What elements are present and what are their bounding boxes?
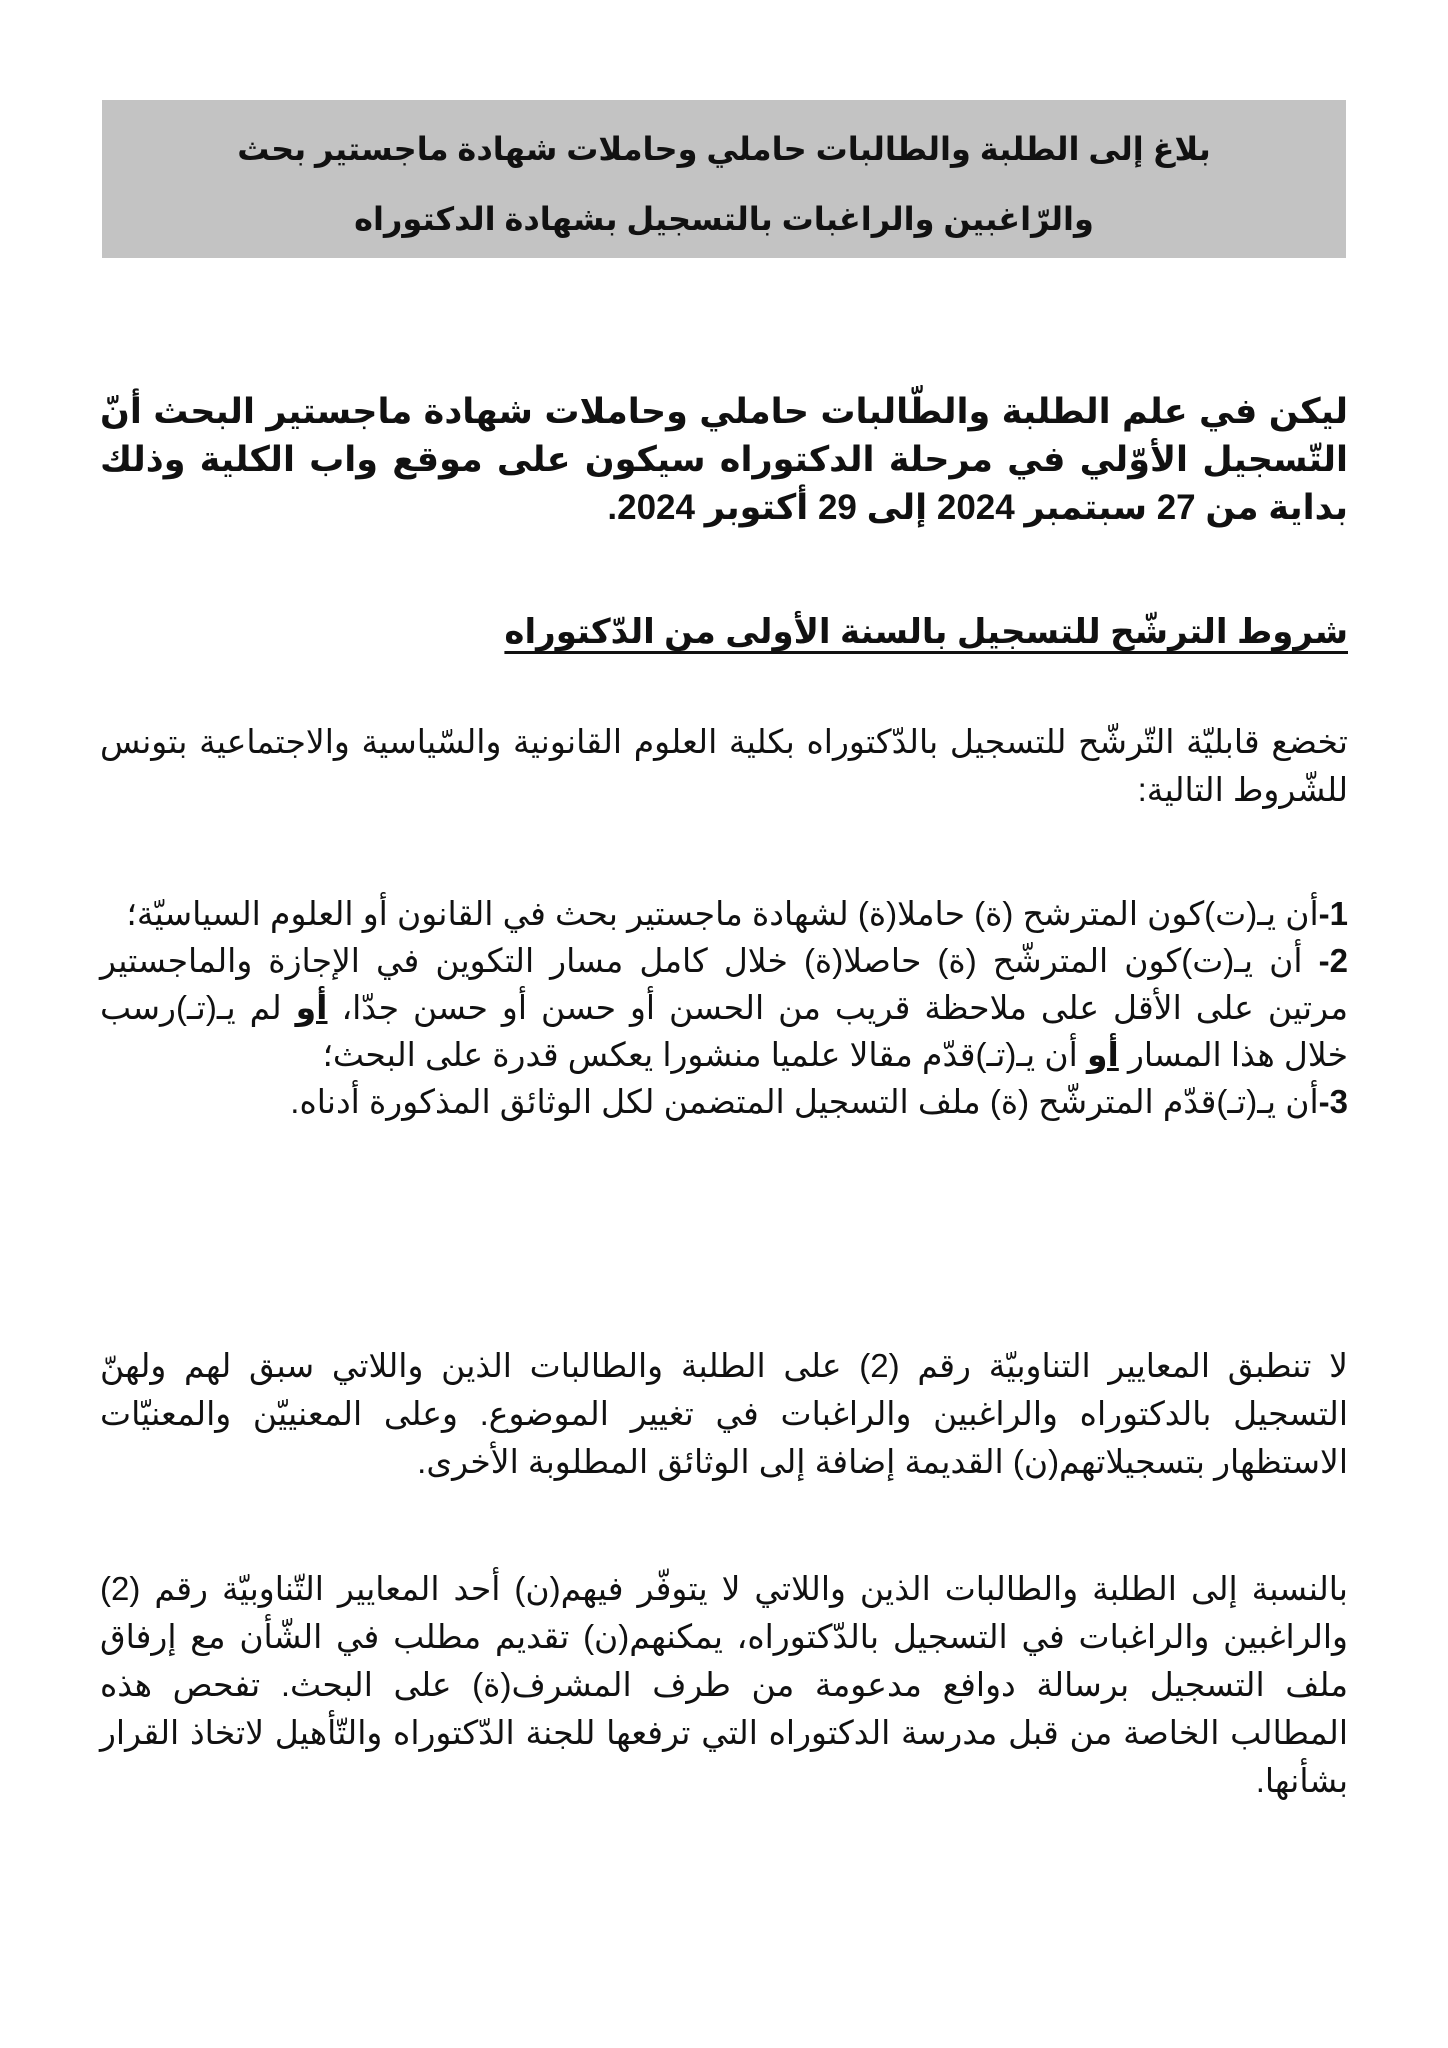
header-line-2: والرّاغبين والراغبات بالتسجيل بشهادة الدكتوراه <box>354 201 1094 237</box>
condition-2 <box>100 937 1348 1078</box>
condition-2-or-2: أو <box>1086 1036 1119 1073</box>
condition-2-text-b: لم يـ(تـ)رسب خلال هذا المسار <box>100 989 1348 1073</box>
header-line-1: بلاغ إلى الطلبة والطالبات حاملي وحاملات شهادة ماجستير بحث <box>237 131 1211 167</box>
condition-2-text-c: أن يـ(تـ)قدّم مقالا علميا منشورا يعكس قدرة على البحث؛ <box>322 1036 1087 1073</box>
conditions-intro-paragraph: تخضع قابليّة التّرشّح للتسجيل بالدّكتوراه بكلية العلوم القانونية والسّياسية والاجتماعية بتونس للشّروط التالية: <box>100 723 1348 808</box>
section-title: شروط الترشّح للتسجيل بالسنة الأولى من الدّكتوراه <box>504 613 1348 651</box>
condition-3-number: 3- <box>1318 1083 1348 1120</box>
conditions-list <box>100 890 1348 1125</box>
condition-1-text: أن يـ(ت)كون المترشح (ة) حاملا(ة) لشهادة ماجستير بحث في القانون أو العلوم السياسيّة؛ <box>126 895 1319 932</box>
condition-2-or-1: أو <box>295 989 328 1026</box>
intro-paragraph: ليكن في علم الطلبة والطّالبات حاملي وحاملات شهادة ماجستير البحث أنّ التّسجيل الأوّلي في مرحلة الدكتوراه سيكون على موقع واب الكلية وذلك بداية من 27 سبتمبر 2024 إلى 29 أكتوبر 2024. <box>100 392 1348 527</box>
condition-3 <box>100 1078 1348 1125</box>
condition-1 <box>100 890 1348 937</box>
announcement-header <box>102 100 1346 258</box>
condition-2-text-a: أن يـ(ت)كون المترشّح (ة) حاصلا(ة) خلال كامل مسار التكوين في الإجازة والماجستير مرتين على الأقل على ملاحظة قريب من الحسن أو حسن أو حسن جدّا، <box>100 942 1349 1026</box>
exception-paragraph: لا تنطبق المعايير التناوبيّة رقم (2) على الطلبة والطالبات الذين واللاتي سبق لهم ولهنّ التسجيل بالدكتوراه والراغبين والراغبات في تغيير الموضوع. وعلى المعنييّن والمعنيّات الاستظهار بتسجيلاتهم(ن) القديمة إضافة إلى الوثائق المطلوبة الأخرى. <box>100 1347 1348 1480</box>
special-request-paragraph: بالنسبة إلى الطلبة والطالبات الذين واللاتي لا يتوفّر فيهم(ن) أحد المعايير التّناوبيّة رقم (2) والراغبين والراغبات في التسجيل بالدّكتوراه، يمكنهم(ن) تقديم مطلب في الشّأن مع إرفاق ملف التسجيل برسالة دوافع مدعومة من طرف المشرف(ة) على البحث. تفحص هذه المطالب الخاصة من قبل مدرسة الدكتوراه التي ترفعها للجنة الدّكتوراه والتّأهيل لاتخاذ القرار بشأنها. <box>100 1570 1348 1799</box>
condition-3-text: أن يـ(تـ)قدّم المترشّح (ة) ملف التسجيل المتضمن لكل الوثائق المذكورة أدناه. <box>290 1083 1319 1120</box>
condition-1-number: 1- <box>1318 895 1348 932</box>
condition-2-number: 2- <box>1318 942 1348 979</box>
